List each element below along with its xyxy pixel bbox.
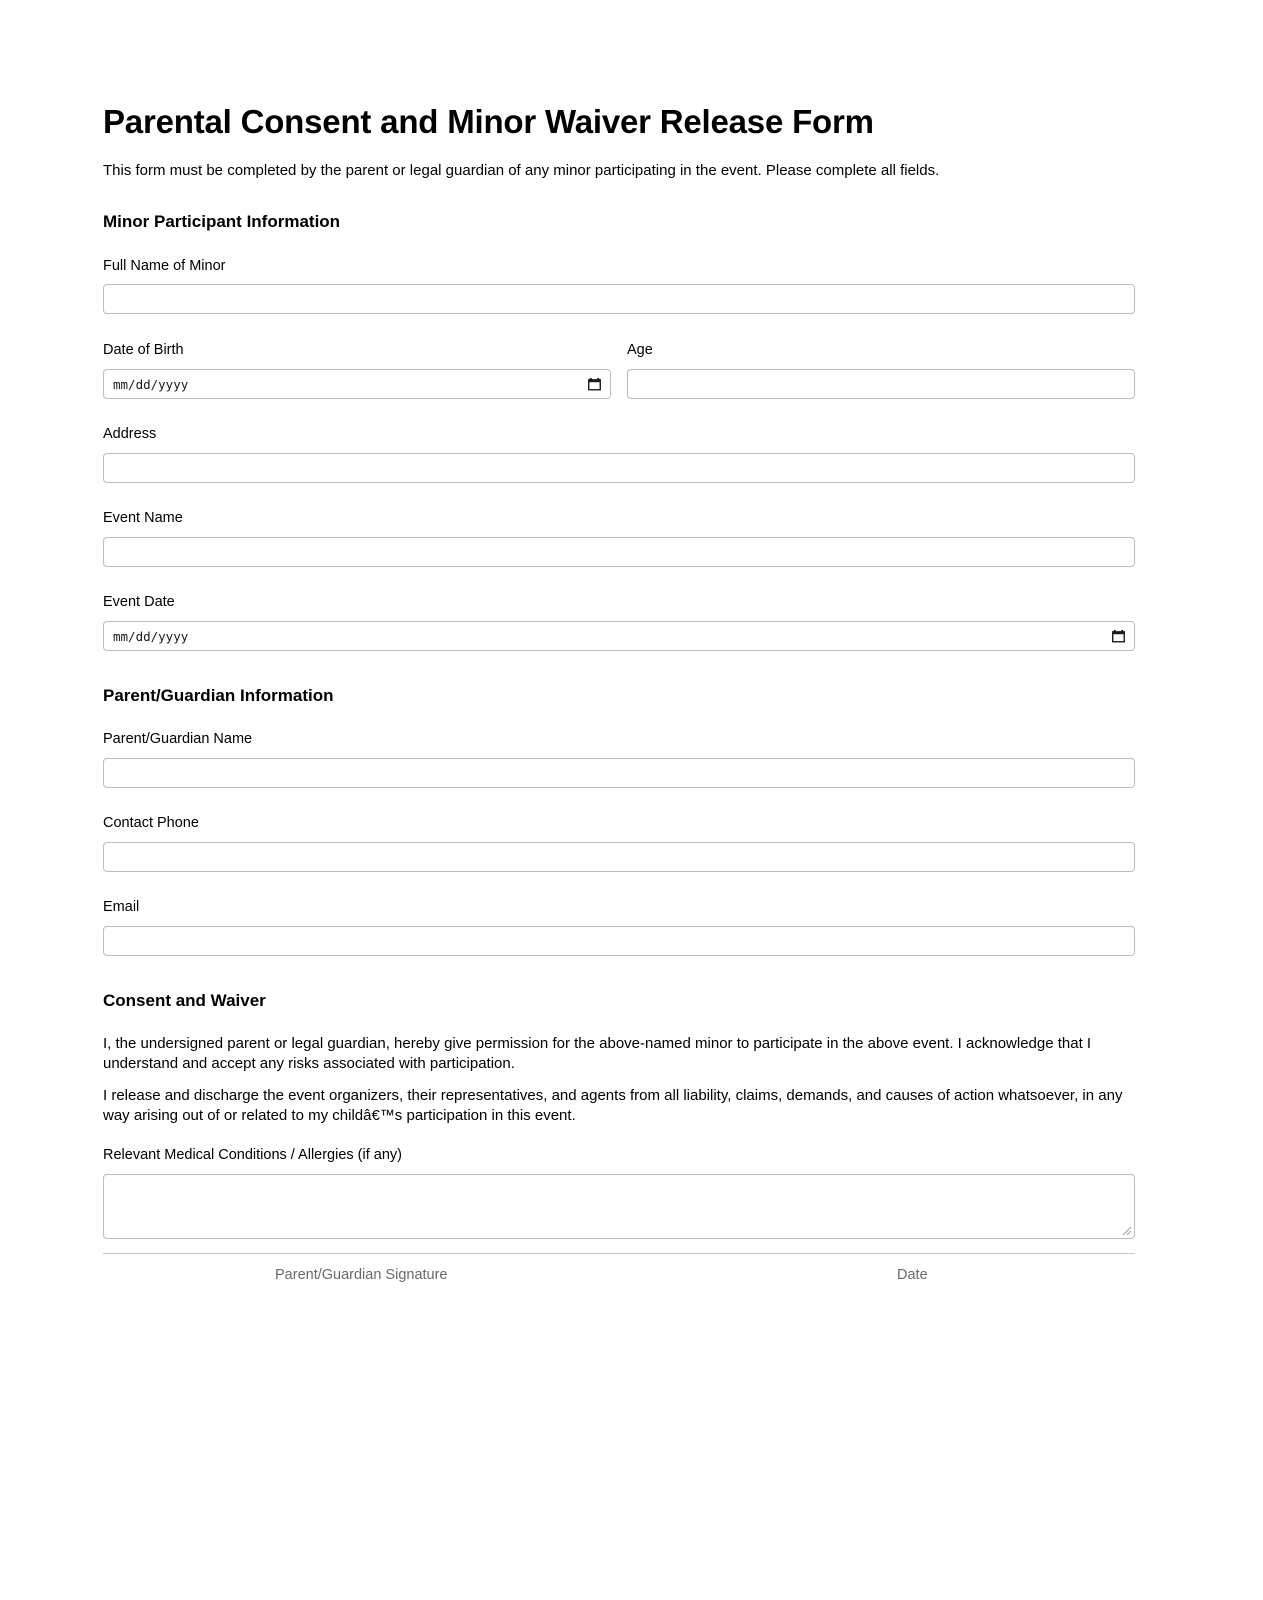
section-heading-minor: Minor Participant Information — [103, 212, 341, 231]
event-date-placeholder: mm/dd/yyyy — [113, 628, 189, 644]
form-intro-text: This form must be completed by the parent or legal guardian of any minor participating in the event. Please complete all fields. — [103, 162, 940, 179]
section-heading-guardian: Parent/Guardian Information — [103, 686, 334, 705]
signature-divider — [103, 1253, 1135, 1254]
contact-phone-input[interactable] — [103, 842, 1135, 872]
section-heading-consent: Consent and Waiver — [103, 991, 266, 1010]
calendar-icon[interactable] — [588, 378, 601, 391]
label-full-name-of-minor: Full Name of Minor — [103, 258, 226, 274]
input-wrap-event-date — [103, 621, 1135, 651]
row-dob-age-inputs — [103, 369, 1135, 399]
textarea-wrap-medical — [103, 1174, 1135, 1239]
label-event-name: Event Name — [103, 510, 183, 526]
resize-grip-icon[interactable] — [1122, 1226, 1132, 1236]
full-name-of-minor-input[interactable] — [103, 284, 1135, 314]
label-parent-guardian-signature: Parent/Guardian Signature — [275, 1267, 448, 1283]
label-parent-guardian-name: Parent/Guardian Name — [103, 731, 253, 747]
field-guardian-name — [103, 730, 1135, 749]
event-date-input[interactable] — [103, 621, 1135, 651]
consent-paragraph-2-text: I release and discharge the event organizers, their representatives, and agents from all liability, claims, demands, and causes of action whatsoever, in any way arising out of or related to my childâ€™s participation in this event. — [103, 1087, 1123, 1124]
input-wrap-guardian-name — [103, 758, 1135, 788]
consent-paragraph-2 — [103, 1086, 1135, 1126]
input-wrap-address — [103, 453, 1135, 483]
field-contact-phone — [103, 814, 1135, 833]
date-of-birth-placeholder: mm/dd/yyyy — [113, 376, 189, 392]
input-wrap-event-name — [103, 537, 1135, 567]
field-event-date — [103, 593, 1135, 612]
consent-paragraph-1-text: I, the undersigned parent or legal guardian, hereby give permission for the above-named minor to participate in the above event. I acknowledge that I understand and accept any risks associated with participation. — [103, 1035, 1092, 1072]
date-of-birth-input[interactable] — [103, 369, 611, 399]
age-input[interactable] — [627, 369, 1135, 399]
section-consent-waiver — [103, 990, 1135, 1011]
calendar-icon[interactable] — [1112, 630, 1125, 643]
email-input[interactable] — [103, 926, 1135, 956]
medical-conditions-textarea[interactable] — [103, 1174, 1135, 1239]
input-wrap-contact-phone — [103, 842, 1135, 872]
input-wrap-email — [103, 926, 1135, 956]
label-date-of-birth: Date of Birth — [103, 342, 184, 358]
label-contact-phone: Contact Phone — [103, 815, 199, 831]
label-age: Age — [627, 342, 653, 358]
section-minor-participant — [103, 211, 1135, 232]
field-event-name — [103, 509, 1135, 528]
consent-paragraph-1 — [103, 1034, 1135, 1074]
field-address — [103, 425, 1135, 444]
page-title: Parental Consent and Minor Waiver Release Form — [103, 103, 874, 140]
section-parent-guardian — [103, 685, 1135, 706]
signature-row — [103, 1266, 1135, 1285]
label-address: Address — [103, 426, 157, 442]
field-full-name-of-minor — [103, 257, 1135, 276]
label-signature-date: Date — [897, 1267, 928, 1283]
row-dob-age-labels — [103, 341, 1135, 360]
label-event-date: Event Date — [103, 594, 175, 610]
parent-guardian-name-input[interactable] — [103, 758, 1135, 788]
label-medical-conditions: Relevant Medical Conditions / Allergies (if any) — [103, 1147, 402, 1163]
label-email: Email — [103, 899, 140, 915]
field-email — [103, 898, 1135, 917]
address-input[interactable] — [103, 453, 1135, 483]
event-name-input[interactable] — [103, 537, 1135, 567]
input-wrap-full-name — [103, 284, 1135, 314]
field-medical-conditions — [103, 1146, 1135, 1165]
